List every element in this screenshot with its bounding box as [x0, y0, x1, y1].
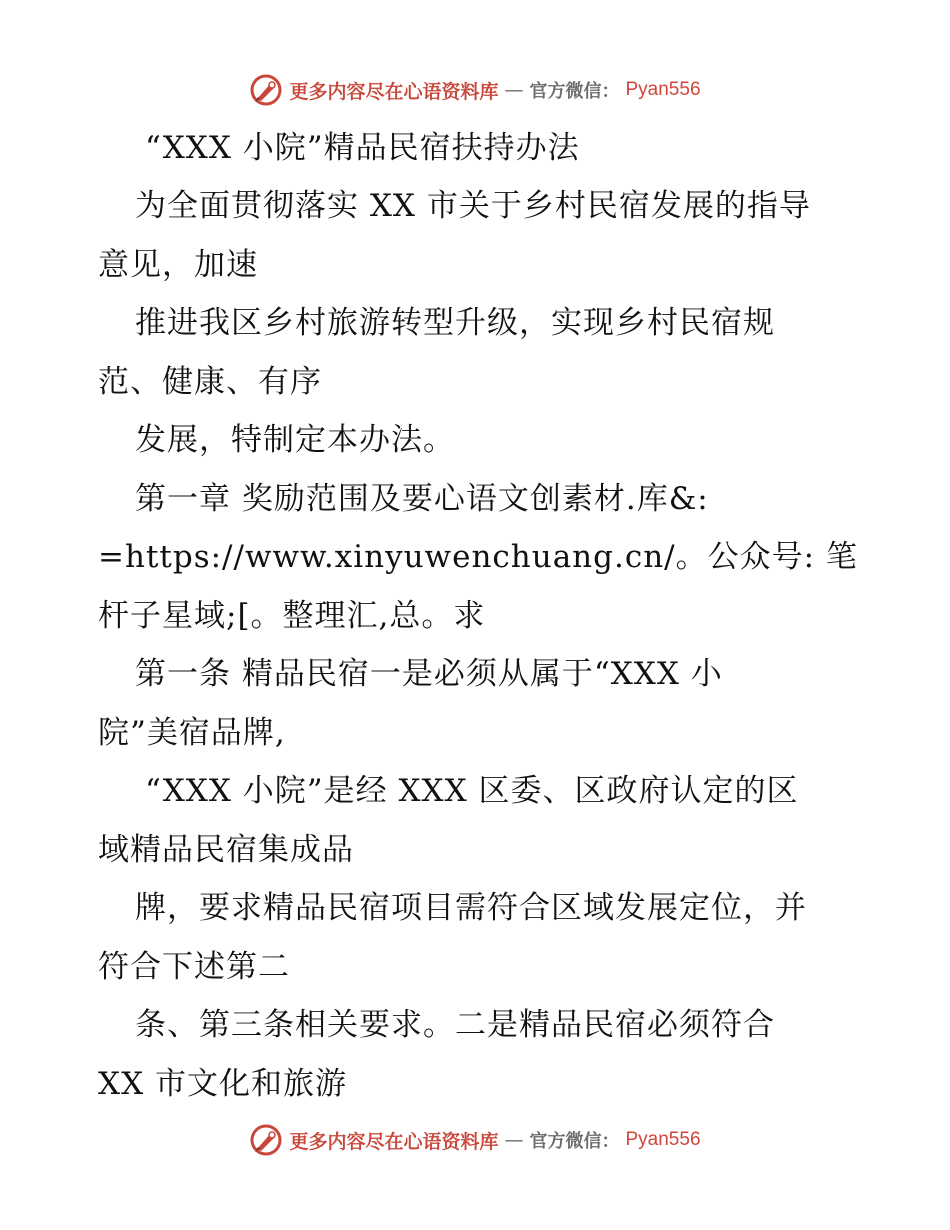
paragraph-line: 符合下述第二 [98, 949, 290, 985]
watermark-text: 更多内容尽在心语资料库 [289, 80, 499, 103]
footer-watermark-banner [0, 1120, 950, 1160]
article-heading: 第一条 精品民宿一是必须从属于“XXX 小 [135, 656, 723, 692]
paragraph-line: 域精品民宿集成品 [98, 832, 354, 868]
wechat-id: Pyan556 [625, 1129, 701, 1150]
document-title: “XXX 小院”精品民宿扶持办法 [145, 130, 580, 166]
paragraph-line: 发展，特制定本办法。 [135, 422, 455, 458]
paragraph-line: 范、健康、有序 [98, 364, 322, 400]
header-watermark-banner [0, 70, 950, 110]
paragraph-line: 条、第三条相关要求。二是精品民宿必须符合 [135, 1007, 775, 1043]
wechat-id: Pyan556 [625, 79, 701, 100]
paragraph-line: 杆子星域;[。整理汇,总。求 [98, 598, 486, 634]
paragraph-line: 推进我区乡村旅游转型升级，实现乡村民宿规 [135, 305, 775, 341]
paragraph-line: 为全面贯彻落实 XX 市关于乡村民宿发展的指导 [135, 188, 811, 224]
watermark-dash: — [504, 1129, 524, 1151]
paragraph-line: 牌，要求精品民宿项目需符合区域发展定位，并 [135, 890, 807, 926]
wechat-label: 官方微信： [529, 81, 620, 102]
pen-nib-logo-icon [249, 73, 283, 107]
paragraph-line: 院”美宿品牌, [98, 715, 286, 751]
paragraph-line: “XXX 小院”是经 XXX 区委、区政府认定的区 [145, 773, 799, 809]
paragraph-line: =https://www.xinyuwenchuang.cn/。公众号: 笔 [98, 539, 858, 575]
wechat-label: 官方微信： [529, 1131, 620, 1152]
watermark-text: 更多内容尽在心语资料库 [289, 1130, 499, 1153]
paragraph-line: XX 市文化和旅游 [98, 1066, 347, 1102]
watermark-dash: — [504, 79, 524, 101]
pen-nib-logo-icon [249, 1123, 283, 1157]
paragraph-line: 意见，加速 [98, 247, 258, 283]
chapter-heading: 第一章 奖励范围及要心语文创素材.库&: [135, 481, 709, 517]
